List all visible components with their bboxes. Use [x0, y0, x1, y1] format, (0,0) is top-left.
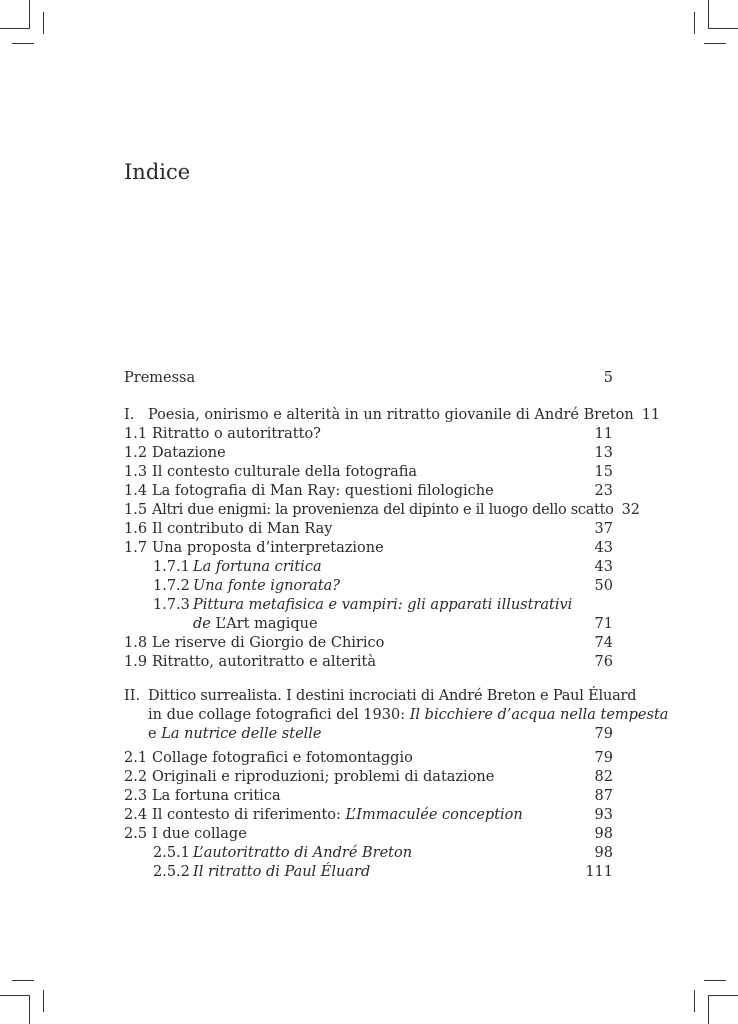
section-title: Collage fotografici e fotomontaggio	[152, 750, 413, 766]
toc-entry[interactable]	[124, 634, 613, 653]
section-title-part: Il contesto di riferimento:	[152, 807, 341, 823]
toc-entry[interactable]	[124, 520, 613, 539]
toc-subentry[interactable]	[124, 863, 613, 882]
toc-chapter-2-continuation[interactable]	[124, 706, 669, 725]
page-title: Indice	[124, 160, 191, 184]
toc-entry[interactable]	[124, 482, 613, 501]
toc-entry-label: Premessa	[124, 370, 196, 386]
chapter-title-part: Il bicchiere d’acqua nella tempesta	[409, 707, 669, 723]
toc-entry[interactable]	[124, 501, 641, 520]
crop-mark	[708, 995, 738, 996]
section-number: 1.3	[124, 464, 148, 480]
crop-mark	[694, 12, 695, 34]
toc-page-number: 74	[594, 635, 613, 651]
crop-mark	[12, 980, 34, 981]
subsection-title: L’autoritratto di André Breton	[193, 845, 413, 861]
chapter-number: II.	[124, 688, 141, 704]
subsection-number: 2.5.2	[153, 864, 190, 880]
chapter-title-part: La nutrice delle stelle	[161, 726, 322, 742]
section-title: I due collage	[152, 826, 247, 842]
section-number: 1.6	[124, 521, 148, 537]
section-number: 1.2	[124, 445, 148, 461]
subsection-title: Il ritratto di Paul Éluard	[193, 864, 371, 880]
toc-subentry[interactable]	[124, 596, 613, 615]
section-title: Una proposta d’interpretazione	[152, 540, 384, 556]
subsection-title: La fortuna critica	[193, 559, 322, 575]
chapter-title-part: e	[148, 726, 157, 742]
crop-mark	[29, 0, 30, 28]
toc-entry[interactable]	[124, 539, 613, 558]
section-number: 2.3	[124, 788, 148, 804]
toc-subentry[interactable]	[124, 558, 613, 577]
section-number: 2.5	[124, 826, 148, 842]
crop-mark	[708, 996, 709, 1024]
toc-chapter-1[interactable]	[124, 406, 661, 425]
crop-mark	[0, 995, 30, 996]
toc-entry[interactable]	[124, 787, 613, 806]
subsection-number: 2.5.1	[153, 845, 190, 861]
crop-mark	[704, 43, 726, 44]
section-title: Ritratto, autoritratto e alterità	[152, 654, 376, 670]
section-title: Ritratto o autoritratto?	[152, 426, 321, 442]
chapter-title-part: in due collage fotografici del 1930:	[148, 707, 406, 723]
toc-page-number: 43	[594, 540, 613, 556]
section-number: 1.5	[124, 502, 148, 518]
section-number: 1.4	[124, 483, 148, 499]
subsection-title: Pittura metafisica e vampiri: gli apparati illustrativi	[193, 597, 573, 613]
toc-page-number: 11	[594, 426, 613, 442]
toc-page-number: 82	[594, 769, 613, 785]
toc-page-number: 98	[594, 845, 613, 861]
chapter-title: Poesia, onirismo e alterità in un ritratto giovanile di André Breton	[148, 407, 634, 423]
toc-page-number: 87	[594, 788, 613, 804]
subsection-title: Una fonte ignorata?	[193, 578, 341, 594]
toc-page-number: 71	[594, 616, 613, 632]
toc-entry[interactable]	[124, 749, 613, 768]
toc-entry[interactable]	[124, 444, 613, 463]
toc-entry[interactable]	[124, 463, 613, 482]
toc-page-number: 37	[594, 521, 613, 537]
chapter-number: I.	[124, 407, 135, 423]
crop-mark	[704, 980, 726, 981]
toc-page-number: 5	[603, 370, 613, 386]
subsection-title-part: de	[193, 616, 211, 632]
toc-page-number: 13	[594, 445, 613, 461]
toc-subentry[interactable]	[124, 844, 613, 863]
section-title: Datazione	[152, 445, 226, 461]
crop-mark	[694, 990, 695, 1012]
toc-entry[interactable]	[124, 425, 613, 444]
toc-entry[interactable]	[124, 653, 613, 672]
toc-chapter-2[interactable]	[124, 687, 637, 706]
subsection-title-part: L’Art magique	[215, 616, 318, 632]
section-title: Le riserve di Giorgio de Chirico	[152, 635, 385, 651]
section-number: 1.1	[124, 426, 148, 442]
toc-page-number: 98	[594, 826, 613, 842]
subsection-number: 1.7.3	[153, 597, 190, 613]
toc-page-number: 93	[594, 807, 613, 823]
toc-page-number: 76	[594, 654, 613, 670]
crop-mark	[12, 43, 34, 44]
toc-page-number: 43	[594, 559, 613, 575]
chapter-title: Dittico surrealista. I destini incrociati di André Breton e Paul Éluard	[148, 688, 637, 704]
toc-entry[interactable]	[124, 806, 613, 825]
section-number: 2.4	[124, 807, 148, 823]
toc-page-number: 11	[641, 407, 661, 423]
toc-chapter-2-continuation[interactable]	[124, 725, 613, 744]
toc-page-number: 15	[594, 464, 613, 480]
toc-entry-premessa[interactable]	[124, 369, 613, 388]
section-title: Il contributo di Man Ray	[152, 521, 333, 537]
toc-subentry[interactable]	[124, 577, 613, 596]
section-number: 1.7	[124, 540, 148, 556]
crop-mark	[0, 28, 30, 29]
section-title-part: L’Immaculée conception	[345, 807, 523, 823]
section-title: Altri due enigmi: la provenienza del dipinto e il luogo dello scatto	[152, 502, 614, 518]
section-number: 1.9	[124, 654, 148, 670]
toc-page-number: 79	[594, 726, 613, 742]
section-number: 1.8	[124, 635, 148, 651]
toc-subentry-continuation[interactable]	[124, 615, 613, 634]
subsection-number: 1.7.1	[153, 559, 190, 575]
toc-entry[interactable]	[124, 768, 613, 787]
toc-page-number: 50	[594, 578, 613, 594]
crop-mark	[43, 12, 44, 34]
crop-mark	[708, 28, 738, 29]
toc-entry[interactable]	[124, 825, 613, 844]
table-of-contents	[124, 369, 669, 882]
toc-page-number: 32	[621, 502, 641, 518]
crop-mark	[708, 0, 709, 28]
toc-page-number: 111	[585, 864, 613, 880]
section-title: Il contesto culturale della fotografia	[152, 464, 418, 480]
section-title: La fortuna critica	[152, 788, 281, 804]
section-number: 2.2	[124, 769, 148, 785]
section-title: La fotografia di Man Ray: questioni filologiche	[152, 483, 494, 499]
crop-mark	[43, 990, 44, 1012]
toc-page-number: 23	[594, 483, 613, 499]
section-number: 2.1	[124, 750, 148, 766]
crop-mark	[29, 996, 30, 1024]
subsection-number: 1.7.2	[153, 578, 190, 594]
section-title: Originali e riproduzioni; problemi di datazione	[152, 769, 495, 785]
toc-page-number: 79	[594, 750, 613, 766]
